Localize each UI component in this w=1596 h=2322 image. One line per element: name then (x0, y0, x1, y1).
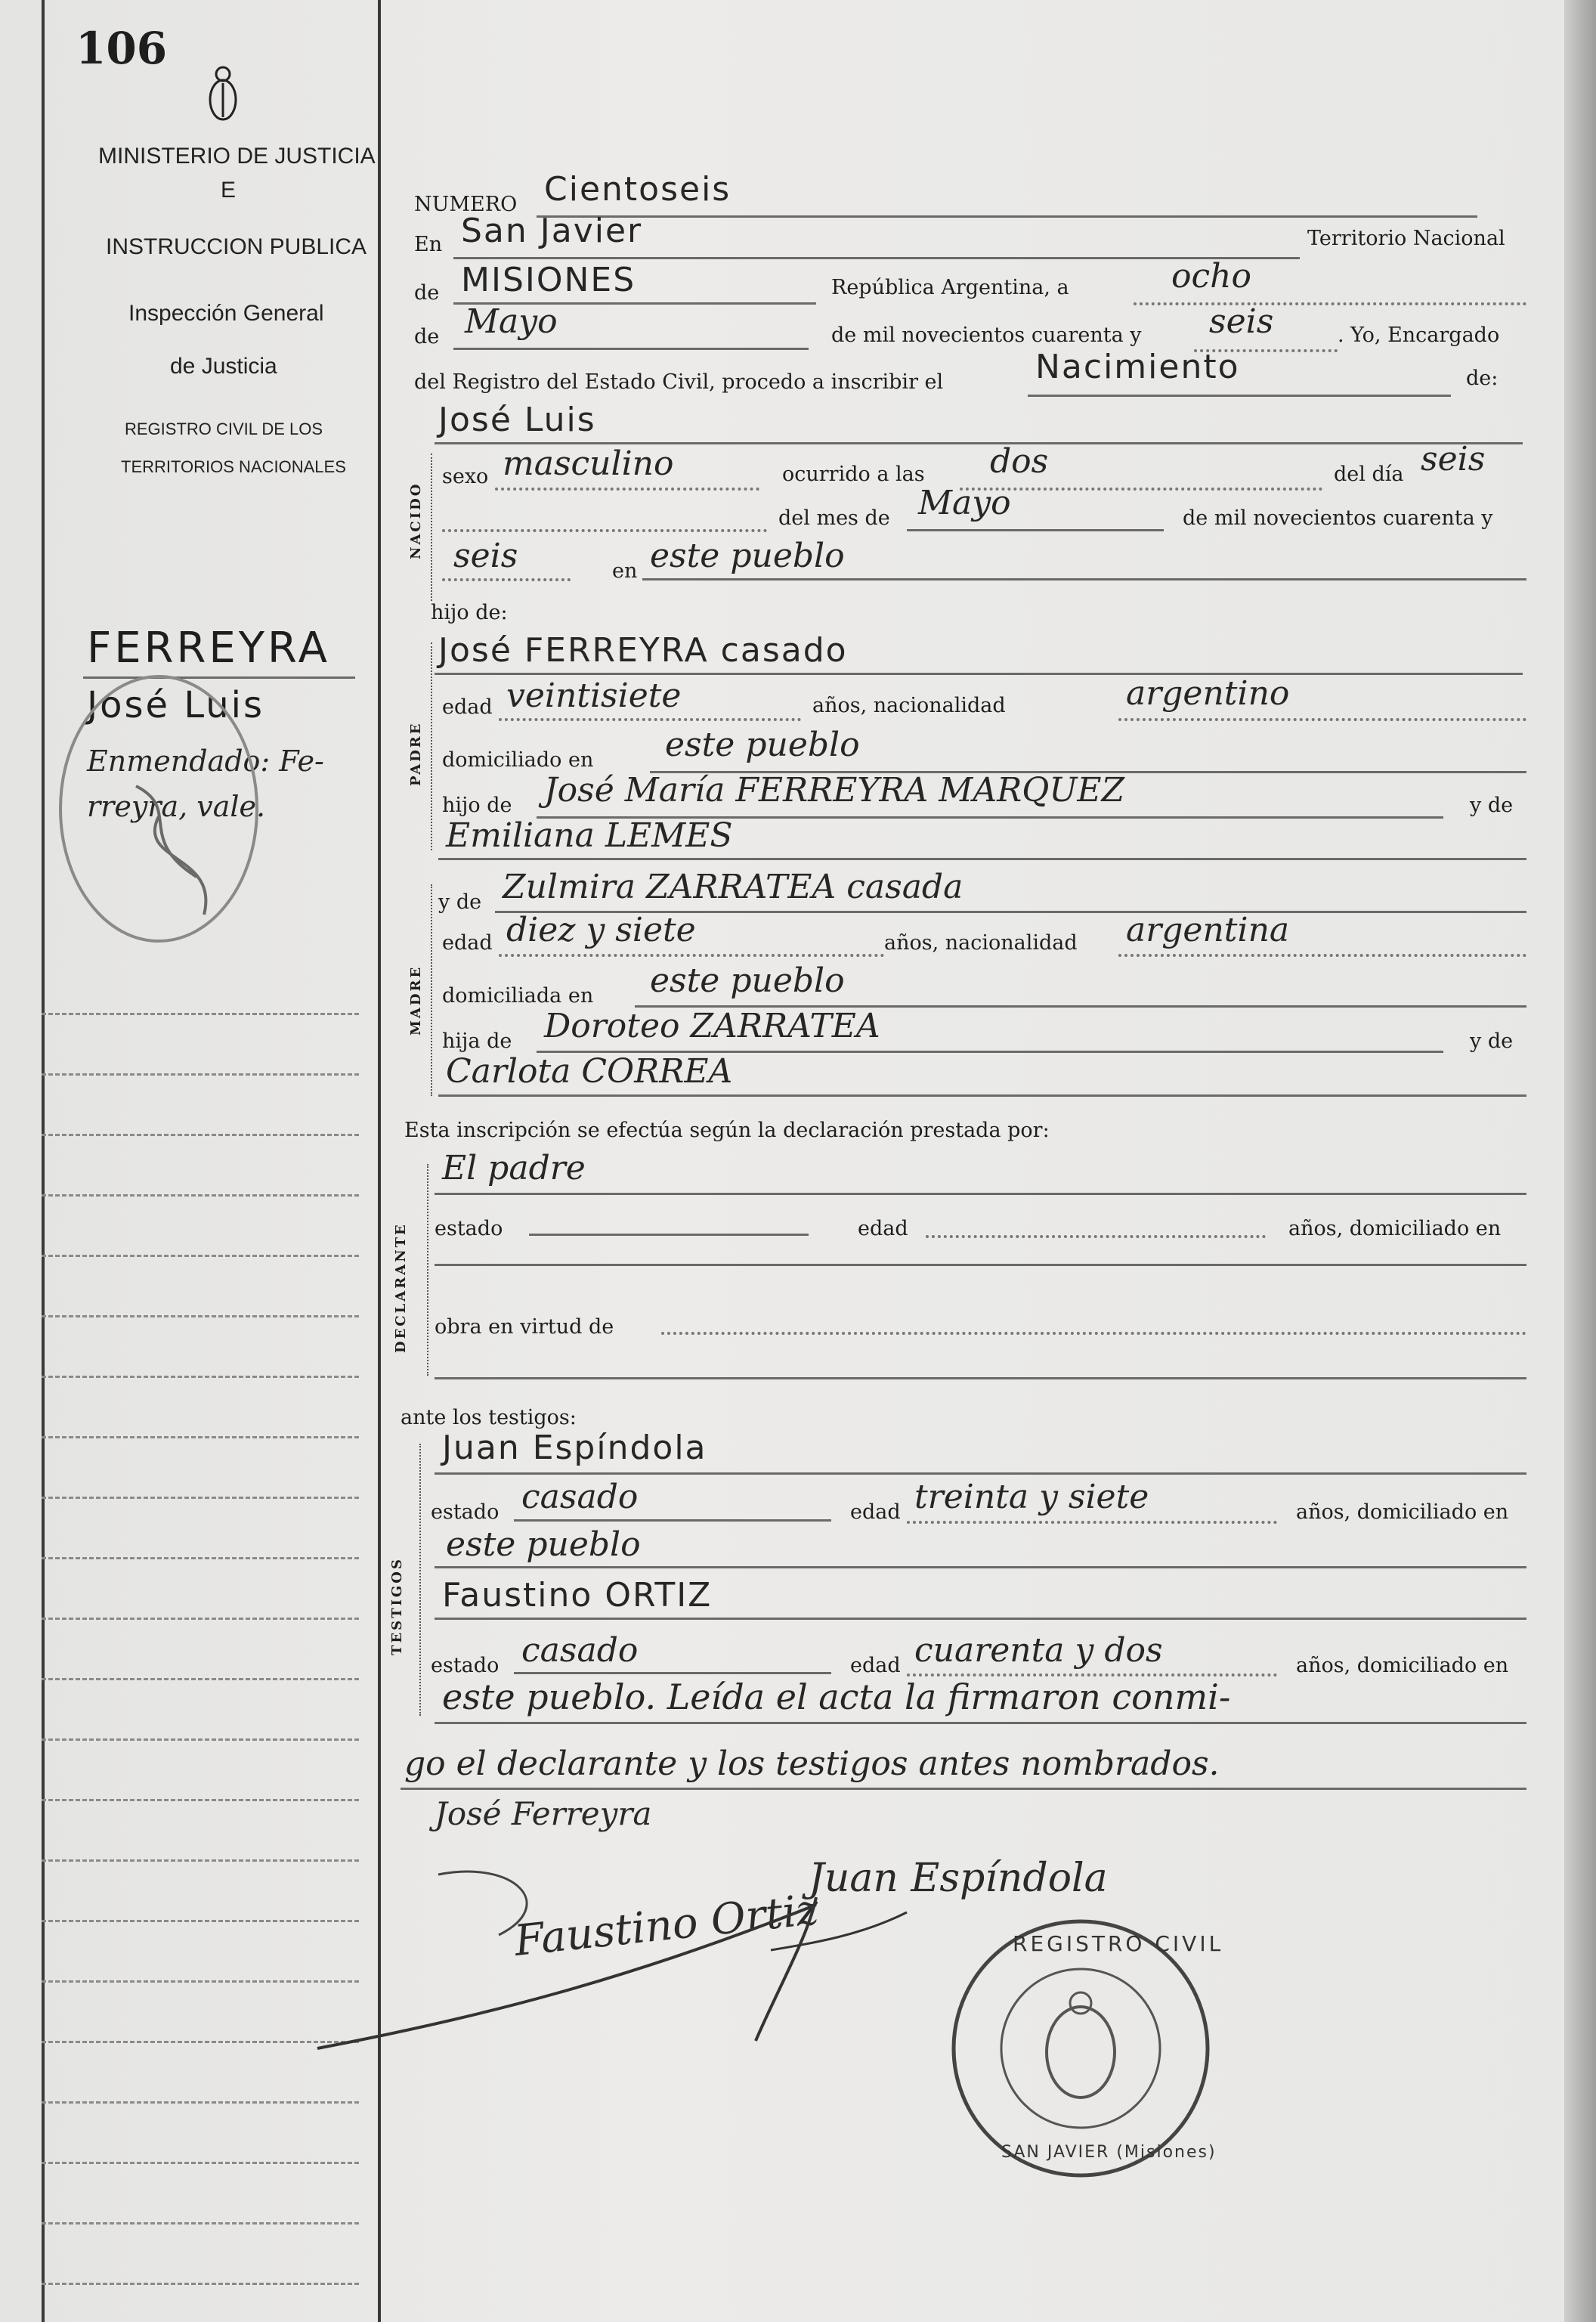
father-domicile-value: este pueblo (665, 726, 860, 764)
declarant-anos-label: años, domiciliado en (1288, 1217, 1502, 1240)
mother-y-de-label-2: y de (1470, 1029, 1514, 1053)
witness-1-estado-label: estado (431, 1500, 500, 1524)
margin-given-names: José Luis (87, 684, 264, 726)
witness-2-anos-label: años, domiciliado en (1296, 1654, 1509, 1677)
mother-parents-2-value: Carlota CORREA (446, 1052, 733, 1091)
mother-parents-1-value: Doroteo ZARRATEA (544, 1007, 880, 1045)
declaration-intro: Esta inscripción se efectúa según la declaración prestada por: (404, 1119, 1050, 1142)
margin-stamp-icon (45, 665, 272, 952)
father-domiciliado-label: domiciliado en (442, 748, 594, 772)
closing-line-1: este pueblo. Leída el acta la firmaron conmi- (442, 1676, 1231, 1717)
testigos-bracket (419, 1444, 421, 1716)
witness-1-estado-value: casado (521, 1478, 639, 1516)
registry-line-1: REGISTRO CIVIL DE LOS (125, 420, 323, 438)
hour-value: dos (990, 442, 1049, 481)
territory-value: MISIONES (461, 261, 636, 299)
margin-note-2: rreyra, vale. (87, 790, 266, 823)
margin-line (42, 1618, 359, 1620)
witness-1-anos-label: años, domiciliado en (1296, 1500, 1509, 1524)
margin-line (42, 1255, 359, 1257)
father-name-line (435, 673, 1523, 675)
birth-year-suffix-line (442, 578, 571, 581)
mother-name-value: Zulmira ZARRATEA casada (503, 868, 963, 906)
birth-place-line (642, 578, 1526, 580)
madre-bracket (431, 884, 432, 1096)
territorio-label: Territorio Nacional (1307, 227, 1505, 250)
sexo-label: sexo (442, 465, 489, 488)
declarant-domicile-line (435, 1264, 1526, 1266)
witness-1-age-value: treinta y siete (914, 1478, 1149, 1516)
birth-year-suffix-value: seis (453, 537, 518, 575)
closing-line-2: go el declarante y los testigos antes nombrados. (404, 1745, 1220, 1783)
father-parents-1-value: José María FERREYRA MARQUEZ (544, 771, 1125, 810)
numero-line (537, 215, 1477, 218)
sexo-line (495, 488, 759, 491)
closing-line-1-rule (435, 1722, 1526, 1724)
father-age-line (499, 718, 801, 721)
mother-y-de-label: y de (438, 890, 482, 914)
mother-nationality-value: argentina (1126, 911, 1290, 949)
year-label: de mil novecientos cuarenta y (831, 324, 1142, 347)
witness-1-estado-line (514, 1519, 831, 1522)
declarant-estado-line (529, 1234, 809, 1236)
margin-line (42, 1315, 359, 1317)
birth-place-value: este pueblo (650, 537, 845, 575)
inspection-line-2: de Justicia (170, 354, 277, 379)
registro-label: del Registro del Estado Civil, procedo a inscribir el (414, 370, 944, 394)
seal-text-bottom: SAN JAVIER (Misiones) (1001, 2143, 1217, 2162)
witness-1-age-line (907, 1521, 1277, 1524)
signature-faustino-ortiz: Faustino Ortiz (512, 1885, 821, 1966)
father-nationality-line (1118, 718, 1526, 721)
margin-surname: FERREYRA (87, 624, 330, 673)
birth-month-value: Mayo (918, 484, 1011, 522)
act-type-value: Nacimiento (1035, 348, 1240, 386)
ocurrido-label: ocurrido a las (782, 463, 925, 486)
signature-juan-espindola: Juan Espíndola (809, 1856, 1108, 1901)
father-nationality-value: argentino (1126, 674, 1290, 713)
margin-line (42, 1194, 359, 1197)
de-label: de (414, 281, 440, 305)
margin-line (42, 2283, 359, 2285)
mes-label: del mes de (778, 506, 890, 530)
margin-line (42, 1436, 359, 1438)
mother-age-line (499, 954, 884, 957)
mother-domicile-value: este pueblo (650, 961, 845, 1000)
signature-jose-ferreyra: José Ferreyra (435, 1795, 652, 1832)
ministry-line-1: MINISTERIO DE JUSTICIA (98, 144, 376, 169)
month-de-label: de (414, 325, 440, 348)
inspection-line-1: Inspección General (128, 301, 324, 326)
encargado-label: . Yo, Encargado (1338, 324, 1500, 347)
margin-line (42, 1013, 359, 1015)
margin-line (42, 2101, 359, 2104)
blank-line (442, 529, 767, 532)
section-declarante-label: DECLARANTE (393, 1222, 409, 1353)
de-colon-label: de: (1466, 367, 1499, 390)
witness-1-domicile-value: este pueblo (446, 1525, 641, 1564)
witness-2-edad-label: edad (850, 1654, 901, 1677)
margin-line (42, 2162, 359, 2164)
witness-2-name-line (435, 1618, 1526, 1620)
ministry-line-3: INSTRUCCION PUBLICA (106, 234, 367, 259)
place-value: San Javier (461, 212, 643, 250)
declarant-obra-line (661, 1332, 1526, 1335)
margin-line (42, 2222, 359, 2224)
mother-domiciliada-label: domiciliada en (442, 984, 594, 1008)
ministry-line-2: E (221, 178, 237, 203)
margin-line (42, 1557, 359, 1559)
witness-2-name-value: Faustino ORTIZ (442, 1576, 713, 1615)
father-y-de-label: y de (1470, 794, 1514, 817)
en-label: En (414, 233, 443, 256)
witness-2-estado-value: casado (521, 1631, 639, 1670)
margin-line (42, 1134, 359, 1136)
margin-line (42, 1497, 359, 1499)
section-testigos-label: TESTIGOS (389, 1557, 405, 1655)
father-name-value: José FERREYRA casado (438, 631, 848, 670)
declarant-name-line (435, 1193, 1526, 1195)
child-name-value: José Luis (438, 401, 596, 439)
page-edge (1564, 0, 1596, 2322)
witness-1-name-line (435, 1472, 1526, 1475)
witness-1-name-value: Juan Espíndola (442, 1429, 707, 1467)
witness-1-domicile-line (435, 1566, 1526, 1568)
month-line (453, 348, 809, 350)
section-nacido-label: NACIDO (408, 481, 424, 559)
father-hijo-de-label: hijo de (442, 794, 512, 817)
month-value: Mayo (465, 302, 558, 341)
year-suffix-value: seis (1209, 302, 1274, 341)
father-parents-2-value: Emiliana LEMES (446, 816, 733, 855)
section-padre-label: PADRE (408, 721, 424, 786)
day-written-line (1134, 302, 1526, 305)
registry-line-2: TERRITORIOS NACIONALES (121, 457, 346, 476)
del-dia-label: del día (1334, 463, 1404, 486)
numero-label: NUMERO (414, 193, 518, 216)
witness-1-edad-label: edad (850, 1500, 901, 1524)
declarant-name-value: El padre (442, 1149, 586, 1187)
birth-month-line (907, 529, 1164, 531)
declarant-estado-label: estado (435, 1217, 503, 1240)
hour-line (960, 488, 1322, 491)
father-anos-label: años, nacionalidad (812, 694, 1006, 717)
witness-2-age-value: cuarenta y dos (914, 1631, 1163, 1670)
margin-note-1: Enmendado: Fe- (87, 745, 324, 778)
father-edad-label: edad (442, 695, 493, 719)
act-type-line (1028, 395, 1451, 397)
mother-parents-2-line (438, 1094, 1526, 1097)
mother-edad-label: edad (442, 931, 493, 955)
birth-year-label: de mil novecientos cuarenta y (1183, 506, 1493, 530)
margin-rule-left (42, 0, 45, 2322)
hijo-de-label: hijo de: (431, 601, 508, 624)
father-age-value: veintisiete (506, 676, 682, 715)
republica-label: República Argentina, a (831, 276, 1069, 299)
padre-bracket (431, 642, 432, 850)
signature-flourish-icon (287, 1814, 967, 2063)
mother-nationality-line (1118, 954, 1526, 957)
margin-line (42, 1376, 359, 1378)
witness-2-estado-line (514, 1672, 831, 1674)
sexo-value: masculino (503, 444, 674, 483)
declarant-edad-line (926, 1235, 1266, 1238)
coat-of-arms-icon (204, 60, 242, 128)
witness-2-estado-label: estado (431, 1654, 500, 1677)
witnesses-intro: ante los testigos: (401, 1406, 577, 1429)
margin-line (42, 1073, 359, 1076)
folio-number: 106 (76, 23, 168, 74)
declarante-bracket (427, 1164, 428, 1376)
seal-text-top: REGISTRO CIVIL (1013, 1931, 1224, 1956)
margin-line (42, 1799, 359, 1801)
section-madre-label: MADRE (408, 964, 424, 1036)
mother-age-value: diez y siete (506, 911, 696, 949)
margin-line (42, 1678, 359, 1680)
margin-line (42, 1738, 359, 1741)
closing-line-2-rule (401, 1788, 1526, 1790)
nacido-bracket (431, 454, 432, 601)
mother-anos-label: años, nacionalidad (884, 931, 1078, 955)
numero-value: Cientoseis (544, 170, 732, 209)
en-label-2: en (612, 559, 638, 583)
father-parents-2-line (438, 858, 1526, 860)
birth-day-value: seis (1421, 440, 1486, 478)
mother-hija-de-label: hija de (442, 1029, 512, 1053)
declarant-obra-label: obra en virtud de (435, 1315, 614, 1339)
day-written-value: ocho (1171, 257, 1251, 296)
declarant-extra-line (435, 1377, 1526, 1379)
declarant-edad-label: edad (858, 1217, 908, 1240)
